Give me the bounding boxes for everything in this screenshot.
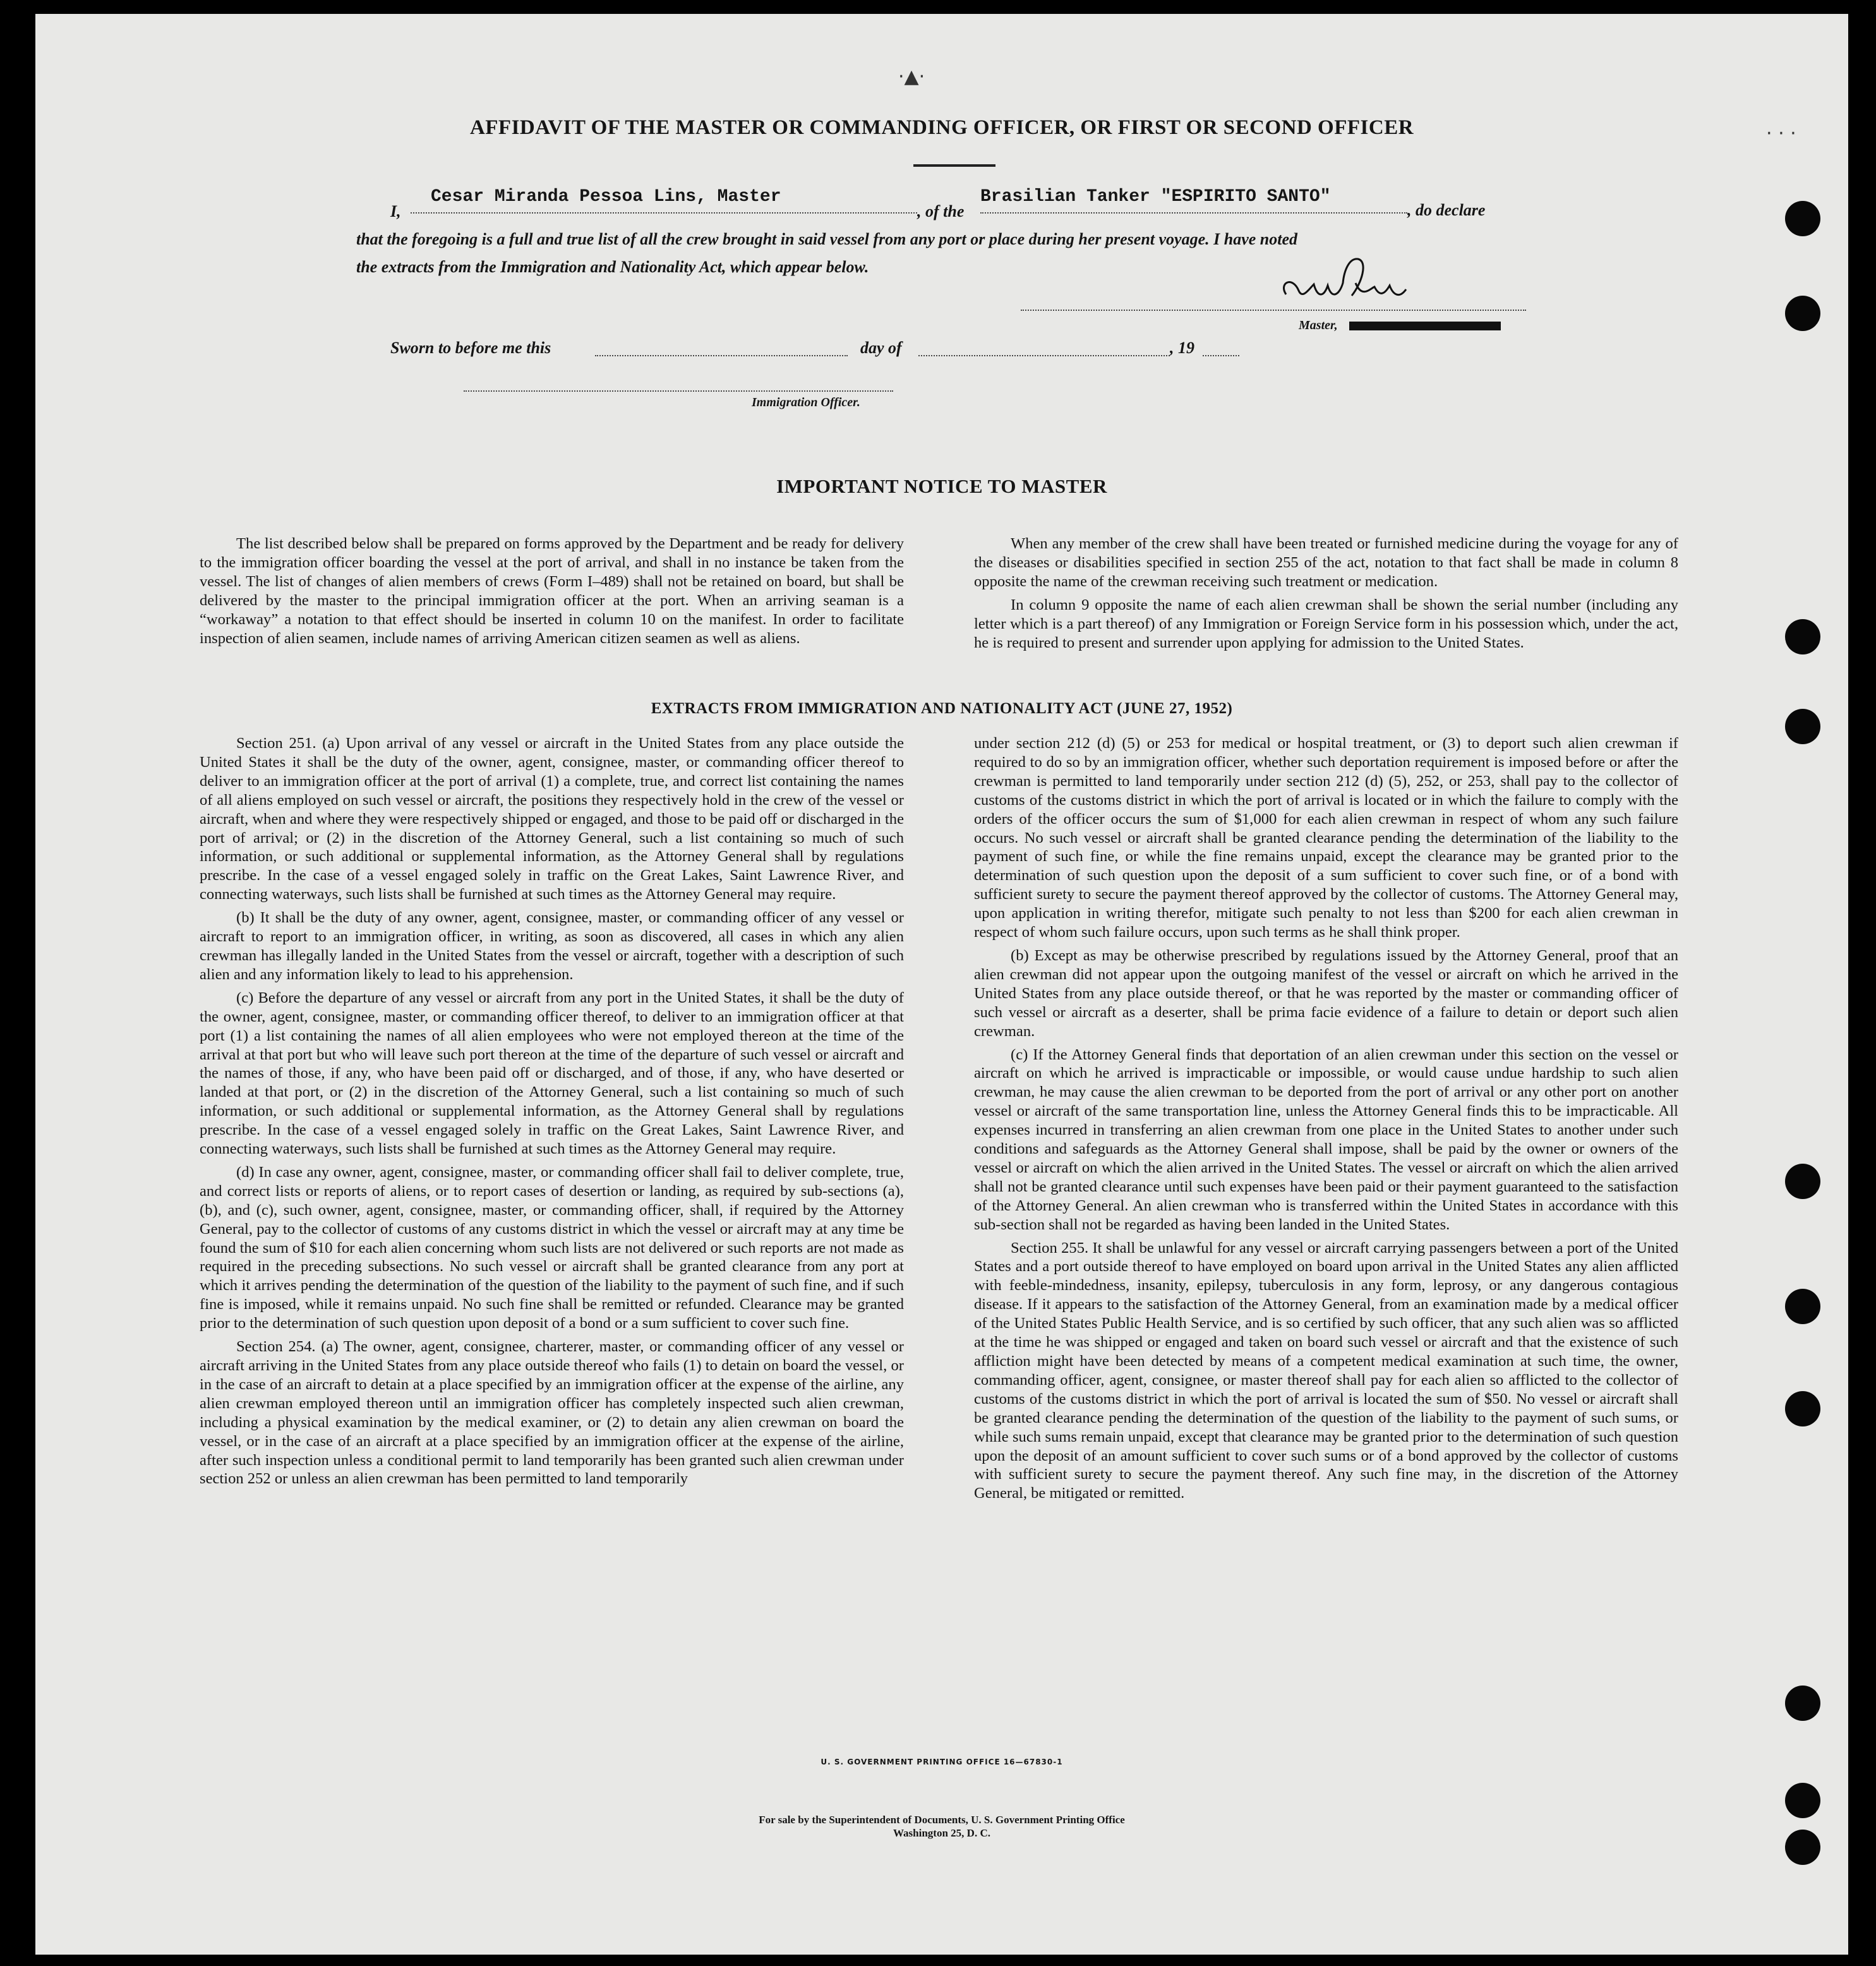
master-name-field: Cesar Miranda Pessoa Lins, Master [431,187,781,207]
sale-line-2: Washington 25, D. C. [893,1827,990,1839]
declaration-line-2: the extracts from the Immigration and Nationality Act, which appear below. [356,258,869,276]
gpo-imprint: U. S. GOVERNMENT PRINTING OFFICE 16—67830-1 [821,1758,1063,1766]
master-name-line [411,212,917,214]
struck-out-title [1349,322,1501,330]
i-label: I, [390,202,401,220]
sworn-year-line [1203,355,1239,356]
year-label: , 19 [1170,339,1194,357]
binder-hole [1785,1164,1820,1199]
vessel-name-field: Brasilian Tanker "ESPIRITO SANTO" [980,187,1331,207]
section-255: Section 255. It shall be unlawful for any vessel or aircraft carrying passengers between a port of the United States and a port outside thereof to have employed on board upon arrival in the United States any alien afflicted with feeble-mindedness, insanity, epilepsy, tuberculosis in any form, leprosy, or any dangerous contagious disease. If it appears to the satisfaction of the Attorney General, from an examination made by a medical officer of the United States Public Health Service, and is so certified by such officer, that any such alien was so afflicted at the time he was shipped or engaged and taken on board such vessel or aircraft and that the existence of such affliction might have been detected by means of a competent medical examination at such time, the owner, commanding officer, agent, consignee, or master thereof shall pay for each alien so afflicted to the collector of customs of the customs district in which the port of arrival is located the sum of $50. No vessel or aircraft shall be granted clearance pending the determination of the question of the liability to the payment of such sums, or while such sums remain unpaid, except that clearance may be granted prior to the determination of such question upon the deposit of an amount sufficient to cover such sums or of a bond approved by the collector of customs with sufficient surety to secure the payment thereof. Any such fine may, in the discretion of the Attorney General, be mitigated or remitted. [974,1239,1678,1502]
sworn-month-line [918,355,1170,356]
affidavit-title: AFFIDAVIT OF THE MASTER OR COMMANDING OFFICER, OR FIRST OR SECOND OFFICER [469,116,1414,139]
extracts-left-column [200,734,904,1493]
title-divider [913,164,995,167]
sworn-label: Sworn to before me this [390,339,551,357]
notice-left-column [200,534,904,652]
binder-hole [1785,619,1820,654]
notice-right-paragraph-1: When any member of the crew shall have been treated or furnished medicine during the voyage for any of the diseases or disabilities specified in section 255 of the act, notation to that fact shall be made in column 8 opposite the name of the crewman receiving such treatment or medication. [974,535,1678,590]
binder-hole [1785,1391,1820,1426]
of-the-label: , of the [917,202,965,220]
officer-signature-line [464,390,893,392]
sale-line-1: For sale by the Superintendent of Documents, U. S. Government Printing Office [759,1814,1125,1826]
document-page [35,14,1848,1955]
section-251-a: Section 251. (a) Upon arrival of any vessel or aircraft in the United States from any place outside the United States it shall be the duty of the owner, agent, consignee, master, or commanding officer thereof to deliver to an immigration officer at the port of arrival (1) a complete, true, and correct list containing the names of all aliens employed on such vessel or aircraft, the positions they respectively hold in the crew of the vessel or aircraft, when and where they were respectively shipped or engaged, and those to be paid off or discharged in the port of arrival; or (2) in the discretion of the Attorney General, such a list containing so much of such information, or such additional or supplemental information, as the Attorney General shall by regulations prescribe. In the case of a vessel engaged solely in traffic on the Great Lakes, Saint Lawrence River, and connecting waterways, such lists shall be furnished at such times as the Attorney General may require. [200,735,904,903]
print-speck: ·▲· [898,66,925,88]
vessel-name-line [980,212,1407,214]
extracts-right-column [974,734,1678,1507]
sale-notice [35,1813,1848,1840]
section-251-d: (d) In case any owner, agent, consignee, master, or commanding officer shall fail to deliver complete, true, and correct lists or reports of aliens, or to report cases of desertion or landing, as required by sub-sections (a), (b), and (c), such owner, agent, consignee, master, or commanding officer, shall, if required by the Attorney General, pay to the collector of customs of any customs district in which the vessel or aircraft may at any time be found the sum of $10 for each alien concerning whom such lists are not delivered or such reports are not made as required in the preceding subsections. No such vessel or aircraft shall be granted clearance from any port at which it arrives pending the determination of the question of the liability to the payment of such fine, and if such fine is imposed, while it remains unpaid. No such fine shall be remitted or refunded. Clearance may be granted prior to the determination of such question upon deposit of a bond or a sum sufficient to cover such fine. [200,1163,904,1332]
notice-left-paragraph: The list described below shall be prepared on forms approved by the Department and be ready for delivery to the immigration officer boarding the vessel at the port of arrival, and shall in no instance be taken from the vessel. The list of changes of alien members of crews (Form I–489) shall not be retained on board, but shall be delivered by the master to the principal immigration officer at the port. When an arriving seaman is a “workaway” a notation to that effect should be inserted in column 10 on the manifest. In order to facilitate inspection of alien seamen, include names of arriving American citizen seamen as well as aliens. [200,535,904,647]
section-251-c: (c) Before the departure of any vessel or aircraft from any port in the United States, it shall be the duty of the owner, agent, consignee, master, or commanding officer thereof, to deliver to an immigration officer at that port (1) a list containing the names of all alien employees who were not employed thereon at the time of the arrival at that port but who will leave such port thereon at the time of the departure of such vessel or aircraft and the names of those, if any, who have been paid off or discharged, and of those, if any, who have deserted or landed at that port, or (2) in the discretion of the Attorney General, such a list containing so much of such information, or such additional or supplemental information, as the Attorney General shall by regulations prescribe. In the case of a vessel engaged solely in traffic on the Great Lakes, Saint Lawrence River, and connecting waterways, such lists shall be furnished at such times as the Attorney General may require. [200,989,904,1158]
immigration-officer-label: Immigration Officer. [752,395,860,409]
extracts-title: EXTRACTS FROM IMMIGRATION AND NATIONALITY ACT (JUNE 27, 1952) [651,700,1233,717]
section-251-b: (b) It shall be the duty of any owner, agent, consignee, master, or commanding officer of any vessel or aircraft to report to an immigration officer, in writing, as soon as discovered, all cases in which any alien crewman has illegally landed in the United States from the vessel or aircraft, together with a description of such alien and any information likely to lead to his apprehension. [200,909,904,983]
section-254-a-continued: under section 212 (d) (5) or 253 for medical or hospital treatment, or (3) to deport such alien crewman if required to do so by an immigration officer, whether such deportation requirement is imposed before or after the crewman is permitted to land temporarily under section 212 (d) (5), 252, or 253, shall pay to the collector of customs of the customs district in which the port of arrival is located or in which the failure to comply with the orders of the officer occurs the sum of $1,000 for each alien crewman in respect of whom any such failure occurs. No such vessel or aircraft shall be granted clearance pending the determination of the liability to the payment of such fine, or while the fine remains unpaid, except the clearance may be granted prior to the determination of such question upon the deposit of a sum sufficient to cover such fine, or of a bond with sufficient surety to secure the payment thereof approved by the collector of customs. The Attorney General may, upon application in writing therefor, mitigate such penalty to not less than $200 for each alien crewman in respect of whom such failure occurs, upon such terms as he shall think proper. [974,735,1678,941]
notice-right-paragraph-2: In column 9 opposite the name of each alien crewman shall be shown the serial number (including any letter which is a part thereof) of any Immigration or Foreign Service form in his possession which, under the act, he is required to present and surrender upon applying for admission to the United States. [974,596,1678,651]
binder-hole [1785,1686,1820,1721]
sworn-day-line [595,355,848,356]
notice-right-column [974,534,1678,656]
section-254-b: (b) Except as may be otherwise prescribed by regulations issued by the Attorney General, proof that an alien crewman did not appear upon the outgoing manifest of the vessel or aircraft on which he arrived in the United States from any place outside thereof, or that he was reported by the master or commanding officer of such vessel or aircraft as a deserter, shall be prima facie evidence of a failure to detain or deport such alien crewman. [974,946,1678,1040]
notice-title: IMPORTANT NOTICE TO MASTER [776,475,1107,497]
master-title-label: Master, [1299,318,1338,332]
do-declare-label: , do declare [1407,201,1486,219]
print-speck: · · · [1766,123,1796,145]
declaration-line-1: that the foregoing is a full and true list of all the crew brought in said vessel from any port or place during her present voyage. I have noted [356,230,1298,248]
section-254-a: Section 254. (a) The owner, agent, consignee, charterer, master, or commanding officer of any vessel or aircraft arriving in the United States from any place outside thereof who fails (1) to detain on board the vessel, or in the case of an aircraft to detain at a place specified by an immigration officer at the expense of the airline, any alien crewman employed thereon until an immigration officer has completely inspected such alien crewman, including a physical examination by the medical examiner, or (2) to detain any alien crewman on board the vessel, or in the case of an aircraft at a place specified by an immigration officer at the expense of the airline, after such inspection unless a conditional permit to land temporarily has been granted such alien crewman under section 252 or unless an alien crewman has been permitted to land temporarily [200,1338,904,1488]
signature-line [1021,310,1526,311]
binder-hole [1785,296,1820,331]
binder-hole [1785,201,1820,236]
section-254-c: (c) If the Attorney General finds that deportation of an alien crewman under this section on the vessel or aircraft on which he arrived is impracticable or impossible, or would cause undue hardship to such alien crewman, he may cause the alien crewman to be deported from the port of arrival or any other port on another vessel or aircraft of the same transportation line, unless the Attorney General finds this to be impracticable. All expenses incurred in transferring an alien crewman from one place in the United States to another under such conditions and safeguards as the Attorney General shall impose, shall be paid by the owner or owners of the vessel or aircraft on which the alien arrived in the United States. The vessel or aircraft on which the alien arrived shall not be granted clearance until such expenses have been paid or their payment guaranteed to the satisfaction of the Attorney General. An alien crewman who is transferred within the United States in accordance with this sub-section shall not be regarded as having been landed in the United States. [974,1046,1678,1233]
day-of-label: day of [860,339,902,357]
binder-hole [1785,1289,1820,1324]
